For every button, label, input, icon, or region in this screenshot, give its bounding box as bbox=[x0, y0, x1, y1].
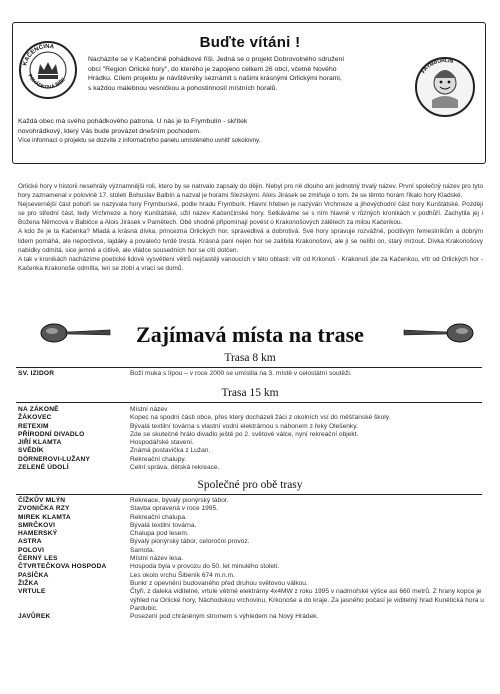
place-name: PASÍČKA bbox=[18, 571, 49, 579]
place-desc: Kopec na spodní části obce, přes který docházeli žáci z okolních vsí do měšťanské školy. bbox=[130, 414, 391, 422]
table-row bbox=[18, 423, 484, 431]
place-name: ŽÁKOVEC bbox=[18, 414, 52, 422]
place-desc: Stavba opravená v roce 1995. bbox=[130, 505, 218, 513]
frymbulin-logo bbox=[414, 56, 476, 118]
place-name: ŽIŽKA bbox=[18, 579, 39, 587]
intro-line: obcí "Region Orlické hory", do kterého je zapojeno celkem 26 obcí, včetně Nového bbox=[88, 65, 337, 73]
table-row bbox=[18, 530, 484, 538]
trasa-8-heading: Trasa 8 km bbox=[224, 352, 276, 364]
place-desc: Místní název lesa. bbox=[130, 555, 184, 563]
trasa-8-table bbox=[18, 370, 484, 378]
place-desc: Hospodářské stavení. bbox=[130, 439, 194, 447]
intro-line: Nacházíte se v Kačenčině pohádkové říši. Jedná se o projekt Dobrovolného sdružení bbox=[88, 56, 345, 63]
place-name: NA ZÁKONĚ bbox=[18, 406, 59, 413]
history-paragraph: A tak v kronikách nacházíme poetické lidové vysvětlení větrů nejčastěji vanoucích v této oblasti: vítr od Krkonoš - Krakonoš jde za Kačenkou, vítr od Orlických hor - Kačenka Krakonoše odmítla, ten se zlobí a vrací se domů. bbox=[18, 255, 483, 272]
place-name: ČERNÝ LES bbox=[18, 555, 58, 563]
place-name: SMRČKOVI bbox=[18, 521, 56, 529]
table-row bbox=[18, 464, 484, 472]
table-row bbox=[18, 572, 484, 580]
intro-line: Každá obec má svého pohádkového patrona. U nás je to Frymbulín - skřítek bbox=[18, 118, 248, 125]
place-name: ZVONIČKA RZY bbox=[18, 505, 70, 513]
svg-text:POHÁDKOVÁ ŘÍŠE: POHÁDKOVÁ ŘÍŠE bbox=[26, 73, 67, 91]
place-desc: Celní správa, dětská rekreace. bbox=[130, 464, 220, 472]
place-desc: Rekreace, bývalý pionýrský tábor. bbox=[130, 497, 229, 504]
table-row bbox=[18, 514, 484, 522]
divider bbox=[16, 494, 482, 495]
place-desc: Les okolo vrchu Šibeník 674 m.n.m. bbox=[130, 571, 235, 579]
page-title: Buďte vítáni ! bbox=[199, 34, 301, 51]
place-name: PŘÍRODNÍ DIVADLO bbox=[18, 430, 85, 438]
spolecne-heading: Společné pro obě trasy bbox=[197, 479, 303, 491]
table-row bbox=[18, 447, 484, 455]
table-row bbox=[18, 370, 484, 378]
trasa-15-table bbox=[18, 406, 484, 472]
places-section-title: Zajímavá místa na trase bbox=[136, 322, 364, 347]
table-row bbox=[18, 414, 484, 422]
place-desc: Samota. bbox=[130, 546, 155, 554]
table-row bbox=[18, 431, 484, 439]
place-name: RETEXIM bbox=[18, 422, 49, 430]
place-name: ČÍŽKŮV MLÝN bbox=[18, 497, 66, 504]
divider bbox=[16, 367, 482, 368]
intro-line: novohrádkový, který Vás bude provázet dnešním pochodem. bbox=[18, 127, 201, 135]
history-paragraph: Nejsevernější část pohoří se nazývala hory Frymburské, podle hradu Frymburk. Hlavní hřeben je nazýván Vrchmeze a jihovýchodní část hory Kunštátské. Později se pro střední část, tedy Vrchmeze a hory Kunštátské, užil název Kačenčinské hory. Setkáváme se s ním hlavně v různých kronikách v podhůří. Zachytila jej i Božena Němcová v Babičce a Alois Jirásek v Pamětech. Obě shodně připomínají pověst o Krakonošových zálětech za milou Kačenkou. bbox=[18, 201, 483, 227]
history-paragraph: Orlické hory v historii nesehrály významnější roli, ktero by se natrvalo zapsaly do dějin. Nebyl pro ně dlouho ani jednotný trvalý název. První společný název pro tyto hory zaznamenal v polovině 17. století Bohuslav Balbín a nazval je horami Slezskými. Alois Jirásek se zmiňuje o tom, že se těmto horám říkalo hory Kladské. bbox=[18, 183, 483, 200]
place-name: MIREK KLAMTA bbox=[18, 513, 71, 521]
place-name: POLOVI bbox=[18, 546, 45, 554]
place-name: ZELENÉ ÚDOLÍ bbox=[18, 464, 69, 472]
place-desc: Bývalá textilní továrna. bbox=[130, 521, 197, 529]
intro-line: s každou malebnou vesničkou a pohostinností místních horalů. bbox=[88, 84, 278, 92]
kacenka-logo bbox=[18, 40, 78, 100]
place-name: SV. IZIDOR bbox=[18, 370, 55, 377]
place-name: HAMERSKÝ bbox=[18, 530, 58, 538]
table-row bbox=[18, 497, 484, 505]
place-desc: Bunkr z opevnění budovaného před druhou světovou válkou. bbox=[130, 579, 308, 587]
intro-paragraph bbox=[88, 55, 414, 93]
place-desc: Místní název bbox=[130, 406, 168, 413]
place-name: DÖRNEROVI-LUŽANY bbox=[18, 455, 91, 463]
place-name: JAVŮREK bbox=[18, 613, 51, 621]
trasa-15-heading: Trasa 15 km bbox=[221, 387, 279, 399]
intro-patron-paragraph bbox=[18, 117, 418, 146]
table-row bbox=[18, 439, 484, 447]
place-name: JIŘÍ KLAMTA bbox=[18, 439, 62, 447]
place-desc: Zde se skutečně hrálo divadlo ještě po 2. světové válce, nyní rekreační objekt. bbox=[130, 430, 359, 438]
history-paragraph: A kdo že je ta Kačenka? Mladá a krásná dívka, princezna Orlických hor, spravedlivá a dobrotivá. Své hory spravuje rozvážně, pocitivým řemeslníkům a dobrým lidem pomáhá, ale nepoctivce, lajdáky a povalečo tvrdě trestá. Krásná paní nejen hor se zalíbila Krakonošovi, ale jí se nelíbí on, starý mrzout. Dívka Krakonošovy nabídky odmítá, sice jemně a citlivě, ale vládce sousedních hor se cítí dotčen. bbox=[18, 228, 483, 254]
place-desc: Známá postavička z Lužan. bbox=[130, 447, 211, 455]
table-row bbox=[18, 456, 484, 464]
place-desc: Posezení pod chráněným stromem s výhledem na Nový Hrádek. bbox=[130, 613, 319, 621]
table-row bbox=[18, 538, 484, 546]
table-row bbox=[18, 613, 484, 621]
svg-text:FRYMBURLÍN: FRYMBURLÍN bbox=[420, 57, 454, 75]
place-desc: Čtyři, z daleka viditelné, vrtule větrné elektrárny 4x4MW z roku 1995 v nadmořské výšce asi 660 metrů. Z hrany kopce je výhled na Orlické hory, Náchodskou vrchovinu, Krkonoše a do kraje. Za jasného počasí je viditelný hrad Kunětická hora u Pardubic. bbox=[130, 588, 484, 612]
table-row bbox=[18, 406, 484, 414]
spolecne-table bbox=[18, 497, 484, 621]
intro-line: Hrádku. Cílem projektu je návštěvníky seznámit s našimi krásnými Orlickými horami, bbox=[88, 75, 342, 82]
history-text bbox=[18, 182, 483, 273]
place-desc: Chalupa pod lesem. bbox=[130, 530, 189, 538]
table-row bbox=[18, 505, 484, 513]
place-desc: Boží muka s lípou – v roce 2000 se umístila na 3. místě v celostátní soutěži. bbox=[130, 370, 352, 377]
table-row bbox=[18, 563, 484, 571]
place-desc: Bývalá textilní továrna s vlastní vodní elektrárnou s náhonem z řeky Olešenky. bbox=[130, 422, 358, 430]
divider bbox=[16, 402, 482, 403]
place-name: ČTVRTEČKOVA HOSPODA bbox=[18, 563, 107, 571]
place-name: ASTRA bbox=[18, 538, 42, 546]
place-desc: Bývalý pionýrský tábor, celoroční provoz. bbox=[130, 538, 250, 546]
place-desc: Rekreační chalupa. bbox=[130, 513, 187, 521]
place-name: SVĚDÍK bbox=[18, 447, 44, 455]
svg-text:KAČENČINA: KAČENČINA bbox=[22, 43, 55, 67]
place-desc: Rekreační chalupy. bbox=[130, 455, 186, 463]
place-name: VRTULE bbox=[18, 588, 46, 596]
info-line: Více informací o projektu se dozvíte z informačního panelu umístěného uvnitř sokolovny. bbox=[18, 137, 261, 144]
place-desc: Hospoda byla v provozu do 50. let minulého století. bbox=[130, 563, 280, 571]
table-row bbox=[18, 588, 484, 613]
table-row bbox=[18, 547, 484, 555]
table-row bbox=[18, 522, 484, 530]
